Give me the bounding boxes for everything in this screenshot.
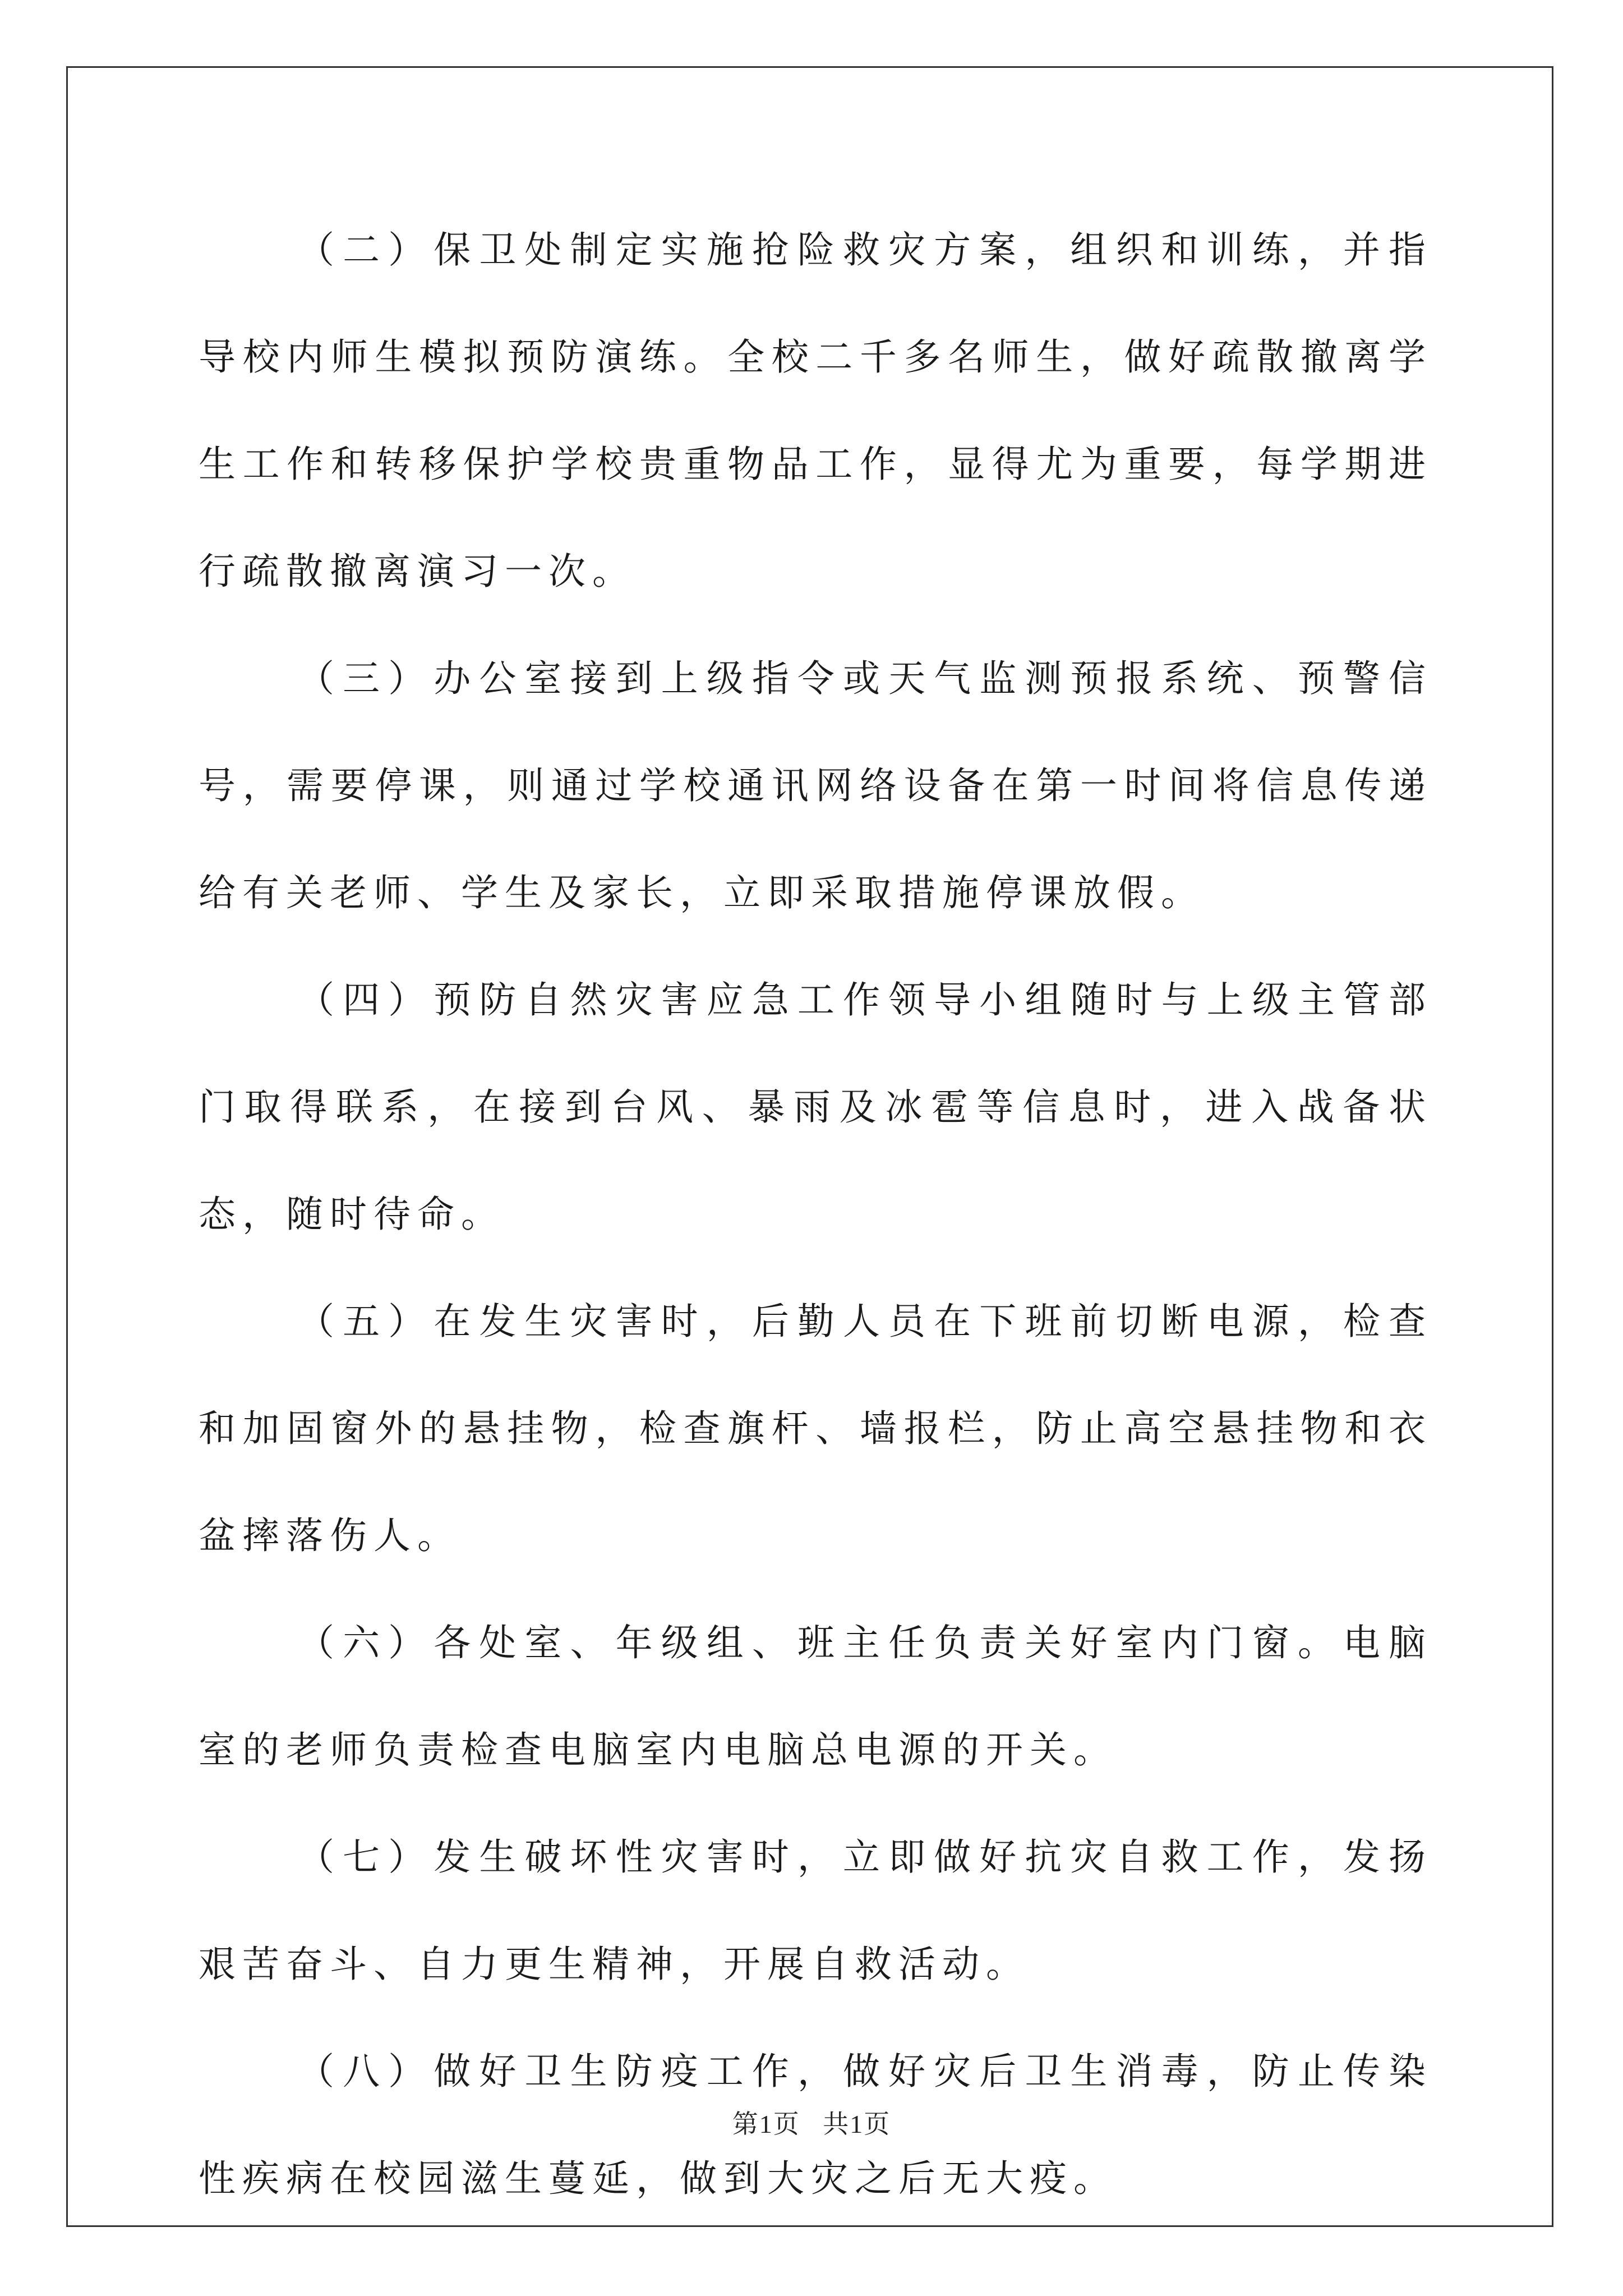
paragraph-2: （二）保卫处制定实施抢险救灾方案，组织和训练，并指导校内师生模拟预防演练。全校二千多名师生，做好疏散撤离学生工作和转移保护学校贵重物品工作，显得尤为重要，每学期进行疏散撤离演习一次。: [199, 228, 1432, 593]
paragraph-8: （八）做好卫生防疫工作，做好灾后卫生消毒，防止传染性疾病在校园滋生蔓延，做到大灾之后无大疫。: [199, 2050, 1432, 2200]
paragraph-7: （七）发生破坏性灾害时，立即做好抗灾自救工作，发扬艰苦奋斗、自力更生精神，开展自救活动。: [199, 1835, 1432, 1986]
paragraph-3: （三）办公室接到上级指令或天气监测预报系统、预警信号，需要停课，则通过学校通讯网络设备在第一时间将信息传递给有关老师、学生及家长，立即采取措施停课放假。: [199, 657, 1432, 914]
document-body: [199, 196, 1432, 2232]
page-number: 第1页: [732, 2110, 800, 2138]
paragraph-5: （五）在发生灾害时，后勤人员在下班前切断电源，检查和加固窗外的悬挂物，检查旗杆、墙报栏，防止高空悬挂物和衣盆摔落伤人。: [199, 1300, 1432, 1557]
page-total: 共1页: [823, 2110, 891, 2138]
paragraph-4: （四）预防自然灾害应急工作领导小组随时与上级主管部门取得联系，在接到台风、暴雨及冰雹等信息时，进入战备状态，随时待命。: [199, 978, 1432, 1236]
paragraph-6: （六）各处室、年级组、班主任负责关好室内门窗。电脑室的老师负责检查电脑室内电脑总电源的开关。: [199, 1621, 1432, 1772]
page-footer: [0, 2104, 1623, 2141]
